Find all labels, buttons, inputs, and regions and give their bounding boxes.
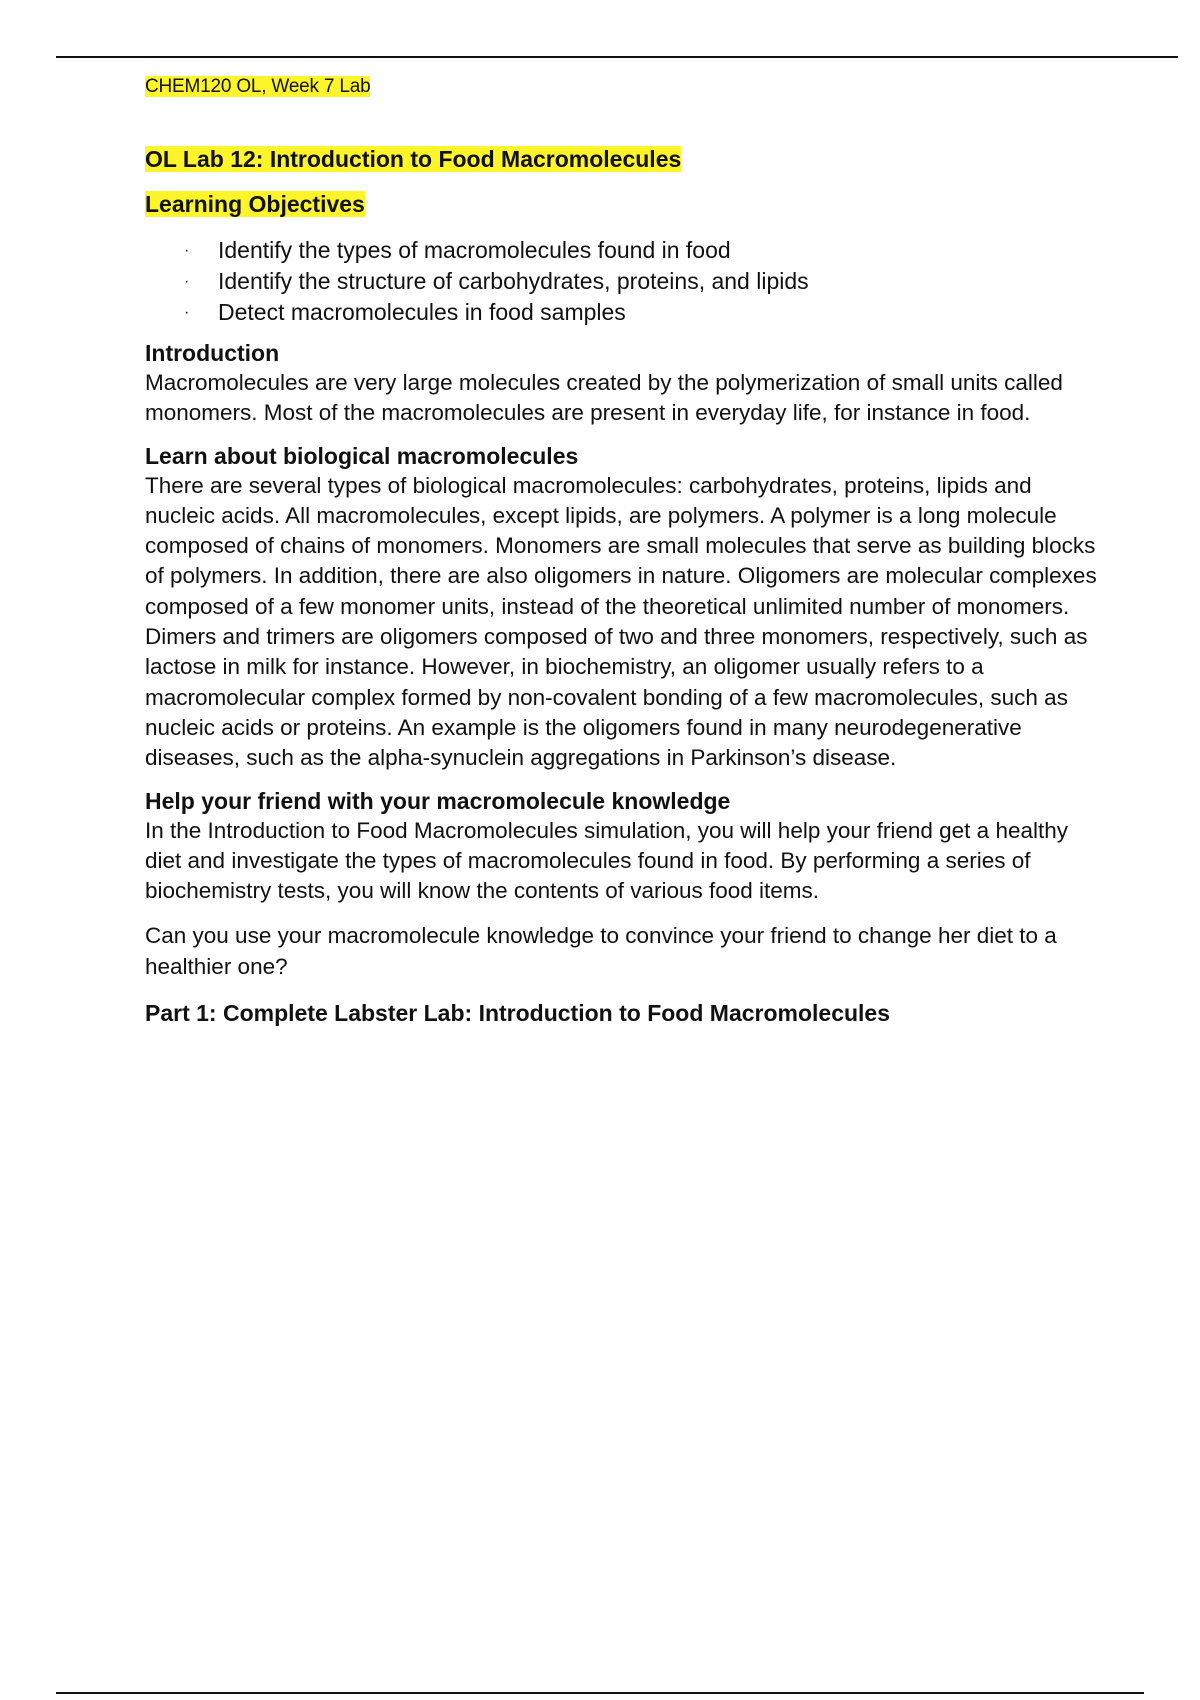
objective-text: Identify the types of macromolecules found in food xyxy=(218,237,731,263)
list-item xyxy=(145,266,1105,297)
document-page xyxy=(145,74,1105,1028)
bullet-icon: · xyxy=(184,304,190,321)
help-section xyxy=(145,786,1105,982)
help-question: Can you use your macromolecule knowledge to convince your friend to change her diet to a healthier one? xyxy=(145,923,1057,979)
course-header xyxy=(145,74,1105,100)
course-header-text: CHEM120 OL, Week 7 Lab xyxy=(145,76,371,97)
learn-heading: Learn about biological macromolecules xyxy=(145,442,579,469)
objectives-list xyxy=(145,235,1105,328)
introduction-heading: Introduction xyxy=(145,340,280,366)
document-title-text: OL Lab 12: Introduction to Food Macromolecules xyxy=(145,146,682,172)
bottom-rule xyxy=(56,1692,1144,1694)
objective-text: Identify the structure of carbohydrates, proteins, and lipids xyxy=(218,268,809,294)
objectives-heading-text: Learning Objectives xyxy=(145,191,365,217)
list-item xyxy=(145,235,1105,266)
introduction-section xyxy=(145,338,1105,429)
help-heading: Help your friend with your macromolecule knowledge xyxy=(145,787,731,814)
learn-section xyxy=(145,441,1105,774)
top-rule xyxy=(56,56,1178,58)
part1-heading: Part 1: Complete Labster Lab: Introduction to Food Macromolecules xyxy=(145,1000,891,1027)
help-text: In the Introduction to Food Macromolecules simulation, you will help your friend get a healthy diet and investigate the types of macromolecules found in food. By performing a series of biochemistry tests, you will know the contents of various food items. xyxy=(145,817,1068,904)
learn-text: There are several types of biological macromolecules: carbohydrates, proteins, lipids and nucleic acids. All macromolecules, except lipids, are polymers. A polymer is a long molecule composed of chains of monomers. Monomers are small molecules that serve as building blocks of polymers. In addition, there are also oligomers in nature. Oligomers are molecular complexes composed of a few monomer units, instead of the theoretical unlimited number of monomers. Dimers and trimers are oligomers composed of two and three monomers, respectively, such as lactose in milk for instance. However, in biochemistry, an oligomer usually refers to a macromolecular complex formed by non-covalent bonding of a few macromolecules, such as nucleic acids or proteins. An example is the oligomers found in many neurodegenerative diseases, such as the alpha-synuclein aggregations in Parkinson’s disease. xyxy=(145,472,1097,771)
bullet-icon: · xyxy=(184,242,190,259)
objective-text: Detect macromolecules in food samples xyxy=(218,299,626,325)
bullet-icon: · xyxy=(184,273,190,290)
document-title xyxy=(145,144,1105,174)
objectives-heading xyxy=(145,189,1105,219)
list-item xyxy=(145,297,1105,328)
introduction-text: Macromolecules are very large molecules created by the polymerization of small units called monomers. Most of the macromolecules are present in everyday life, for instance in food. xyxy=(145,370,1063,426)
